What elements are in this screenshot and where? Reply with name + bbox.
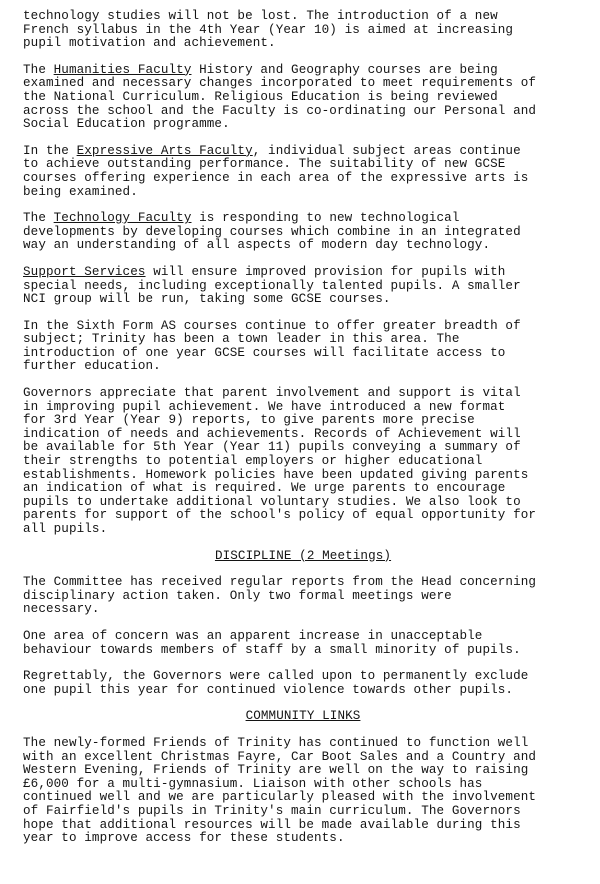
technology-faculty-label: Technology Faculty bbox=[53, 211, 192, 226]
humanities-prefix: The bbox=[23, 62, 54, 77]
paragraph-support-services bbox=[23, 266, 583, 307]
expressive-arts-faculty-label: Expressive Arts Faculty bbox=[76, 143, 253, 158]
support-text: will ensure improved provision for pupils with special needs, including exceptionally talented pupils. A smaller NCI group will be run, taking some GCSE courses. bbox=[23, 264, 521, 307]
paragraph-committee: The Committee has received regular reports from the Head concerning disciplinary action taken. Only two formal meetings were necessary. bbox=[23, 575, 537, 617]
paragraph-expressive-arts bbox=[23, 145, 583, 199]
paragraph-friends-of-trinity: The newly-formed Friends of Trinity has continued to function well with an excellent Christmas Fayre, Car Boot Sales and a Country and Western Evening, Friends of Trinity are well on the way to raising £6,000 for a multi-gymnasium. Liaison with other schools has continued well and we are particularly pleased with the involvement of Fairfield's pupils in Trinity's main curriculum. The Governors hope that additional resources will be made available during this year to improve access for these students. bbox=[23, 735, 537, 846]
paragraph-exclusion: Regrettably, the Governors were called upon to permanently exclude one pupil this year for continued violence towards other pupils. bbox=[23, 669, 529, 697]
paragraph-humanities bbox=[23, 64, 583, 132]
document-page bbox=[23, 10, 583, 859]
heading-community-links: COMMUNITY LINKS bbox=[245, 709, 361, 724]
expressive-text: , individual subject areas continue to achieve outstanding performance. The suitability of new GCSE courses offering experience in each area of the expressive arts is being examined. bbox=[23, 143, 529, 199]
technology-text: is responding to new technological developments by developing courses which combine in an integrated way an understanding of all aspects of modern day technology. bbox=[23, 211, 521, 253]
humanities-text: History and Geography courses are being examined and necessary changes incorporated to meet requirements of the National Curriculum. Religious Education is being reviewed across the school and the Faculty is co-ordinating our Personal and Social Education programme. bbox=[23, 62, 537, 132]
expressive-prefix: In the bbox=[23, 143, 77, 158]
paragraph-concern: One area of concern was an apparent increase in unacceptable behaviour towards members of staff by a small minority of pupils. bbox=[23, 628, 521, 657]
support-services-label: Support Services bbox=[23, 264, 146, 279]
paragraph-technology-intro: technology studies will not be lost. The introduction of a new French syllabus in the 4th Year (Year 10) is aimed at increasing pupil motivation and achievement. bbox=[23, 9, 514, 51]
paragraph-sixth-form: In the Sixth Form AS courses continue to offer greater breadth of subject; Trinity has been a town leader in this area. The introduction of one year GCSE courses will facilitate access to further education. bbox=[23, 318, 521, 374]
humanities-faculty-label: Humanities Faculty bbox=[53, 62, 192, 77]
paragraph-technology bbox=[23, 212, 583, 253]
paragraph-governors: Governors appreciate that parent involvement and support is vital in improving pupil achievement. We have introduced a new format for 3rd Year (Year 9) reports, to give parents more precise indication of needs and achievements. Records of Achievement will be available for 5th Year (Year 11) pupils conveying a summary of their strengths to potential employers or higher educational establishments. Homework policies have been updated giving parents an indication of what is required. We urge parents to encourage pupils to undertake additional voluntary studies. We also look to parents for support of the school's policy of equal opportunity for all pupils. bbox=[23, 386, 537, 536]
technology-prefix: The bbox=[23, 211, 54, 226]
heading-discipline: DISCIPLINE (2 Meetings) bbox=[214, 548, 392, 563]
